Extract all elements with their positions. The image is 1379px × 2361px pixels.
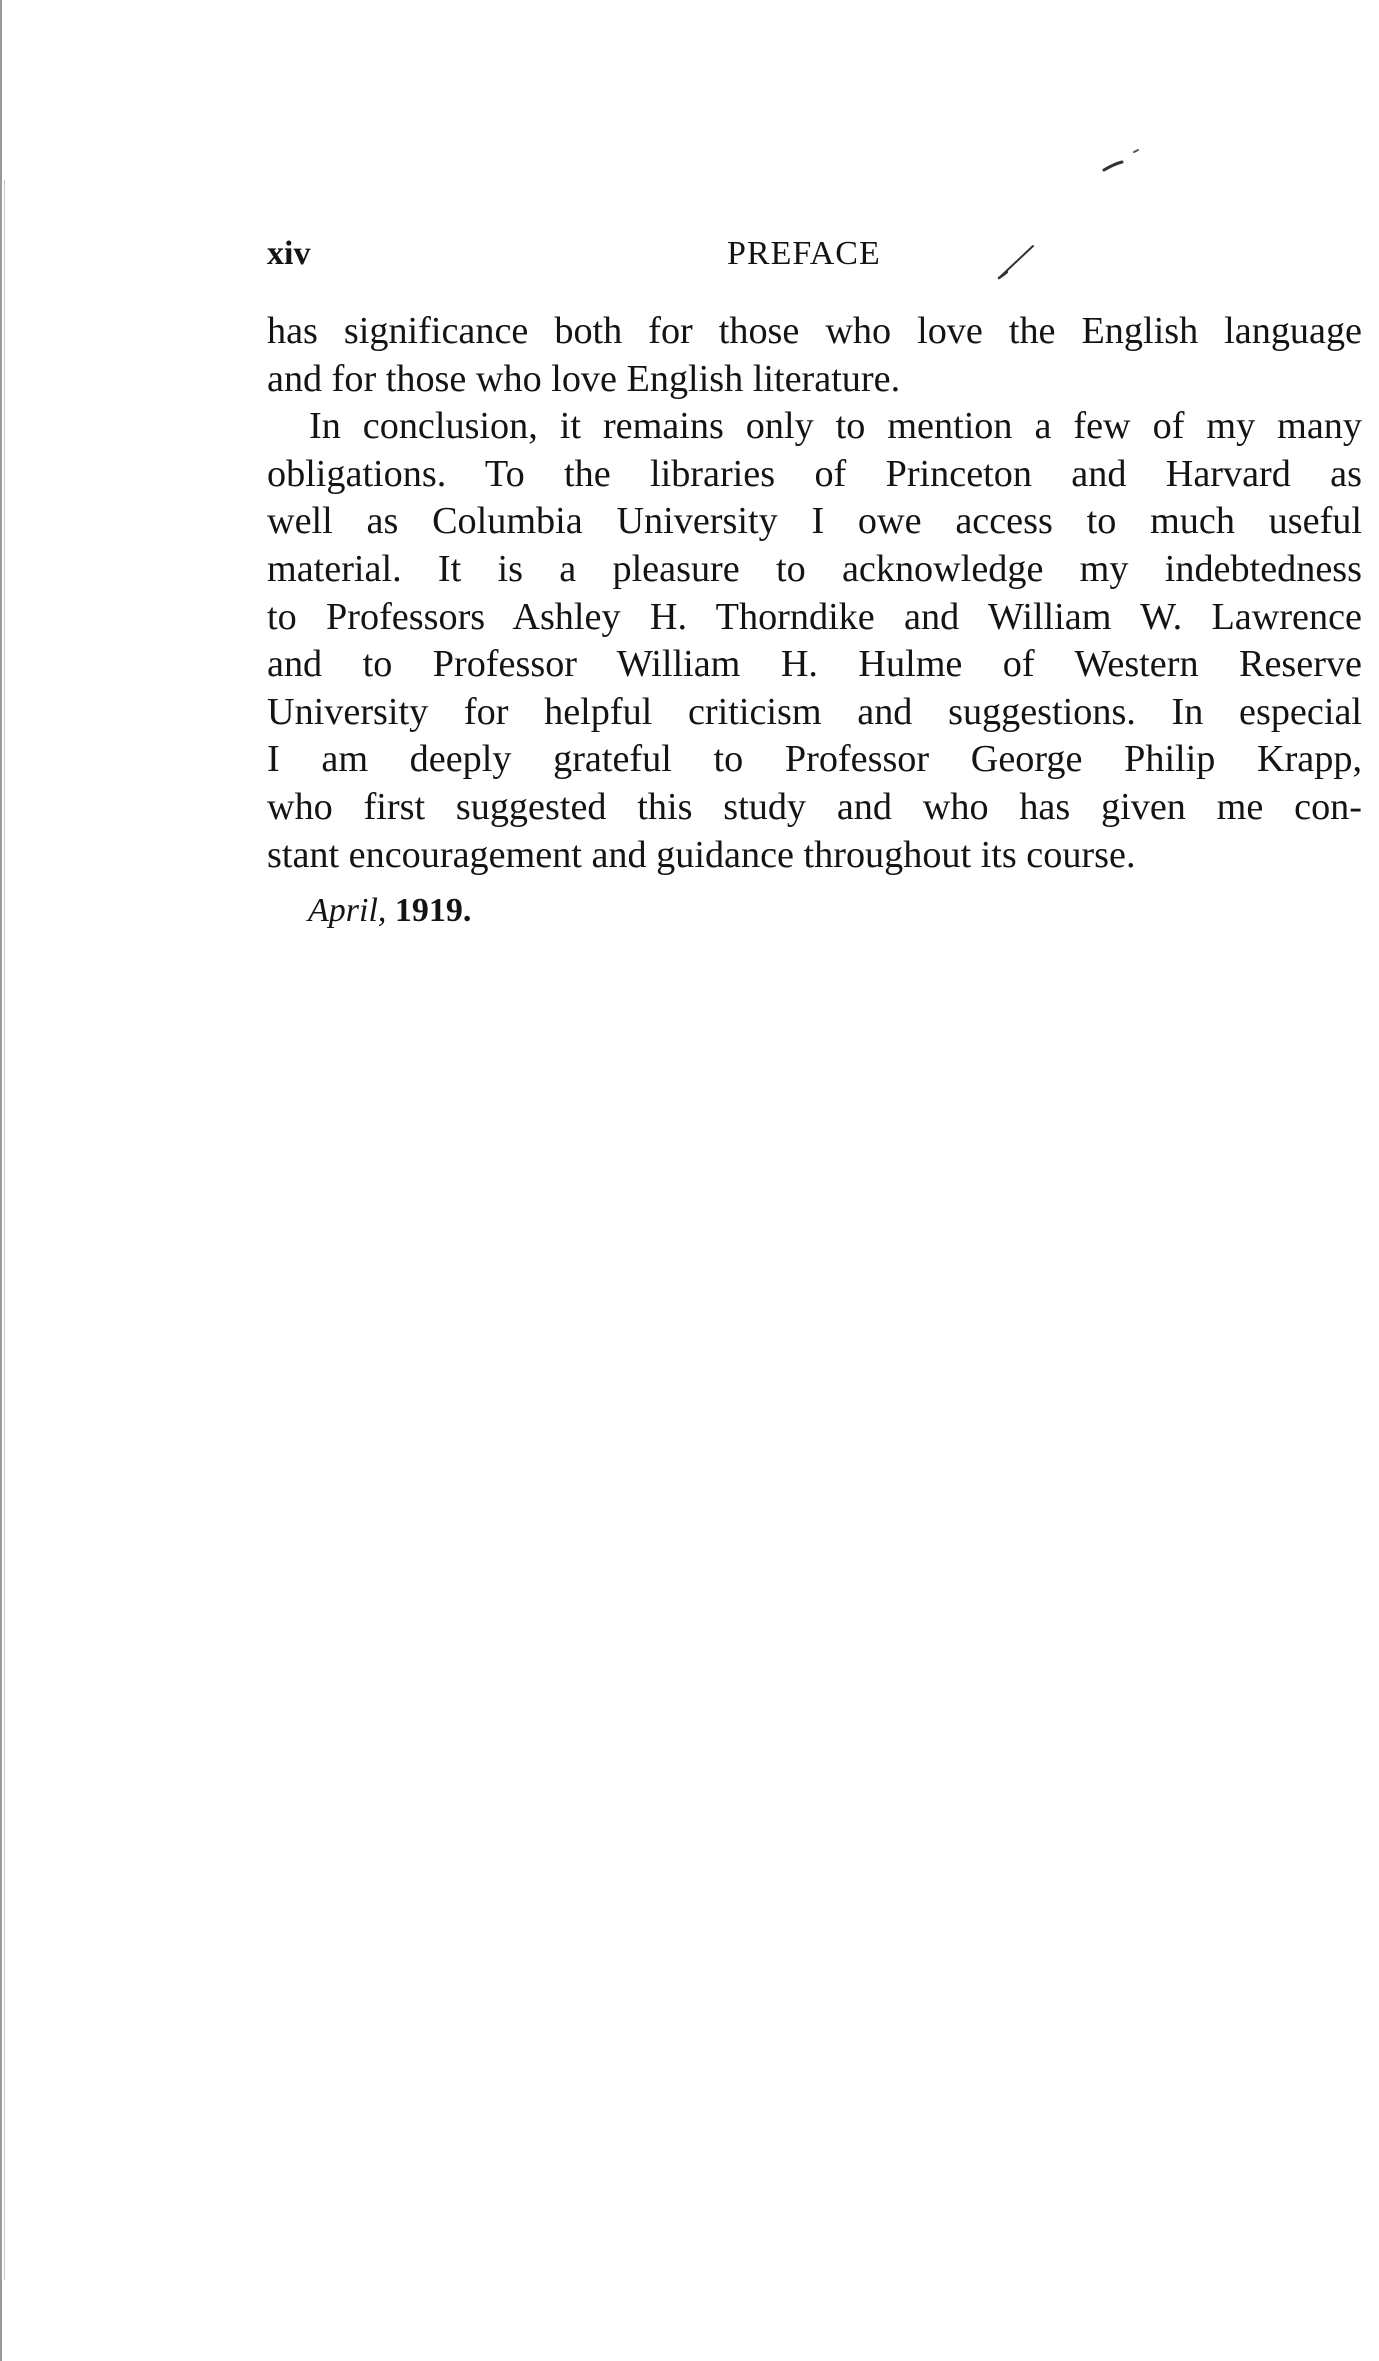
page-number: xiv: [267, 235, 311, 272]
signoff-year: 1919.: [394, 892, 472, 929]
binding-edge-shadow: [4, 180, 5, 2280]
text-line: material. It is a pleasure to acknowledge my indebtedness: [267, 547, 1362, 590]
signoff-month: April,: [308, 892, 387, 929]
text-line: obligations. To the libraries of Princeton and Harvard as: [267, 452, 1362, 495]
binding-edge-line: [0, 0, 2, 2361]
preface-date: [308, 889, 471, 933]
stray-pencil-mark-top: [1100, 140, 1150, 180]
text-line: stant encouragement and guidance throughout its course.: [267, 833, 1136, 876]
running-head-title: PREFACE: [727, 235, 881, 272]
text-line: and for those who love English literature.: [267, 357, 901, 400]
text-line: In conclusion, it remains only to mention a few of my many: [309, 405, 1362, 448]
text-line: to Professors Ashley H. Thorndike and William W. Lawrence: [267, 595, 1362, 638]
running-head: [267, 230, 1362, 278]
preface-text: [267, 308, 1362, 879]
text-line: well as Columbia University I owe access to much useful: [267, 500, 1362, 543]
text-line: University for helpful criticism and suggestions. In especial: [267, 690, 1362, 733]
text-line: has significance both for those who love the English language: [267, 310, 1362, 352]
text-line: who first suggested this study and who has given me con-: [267, 785, 1362, 828]
text-line: I am deeply grateful to Professor George Philip Krapp,: [267, 738, 1362, 781]
text-line: and to Professor William H. Hulme of Western Reserve: [267, 643, 1362, 686]
